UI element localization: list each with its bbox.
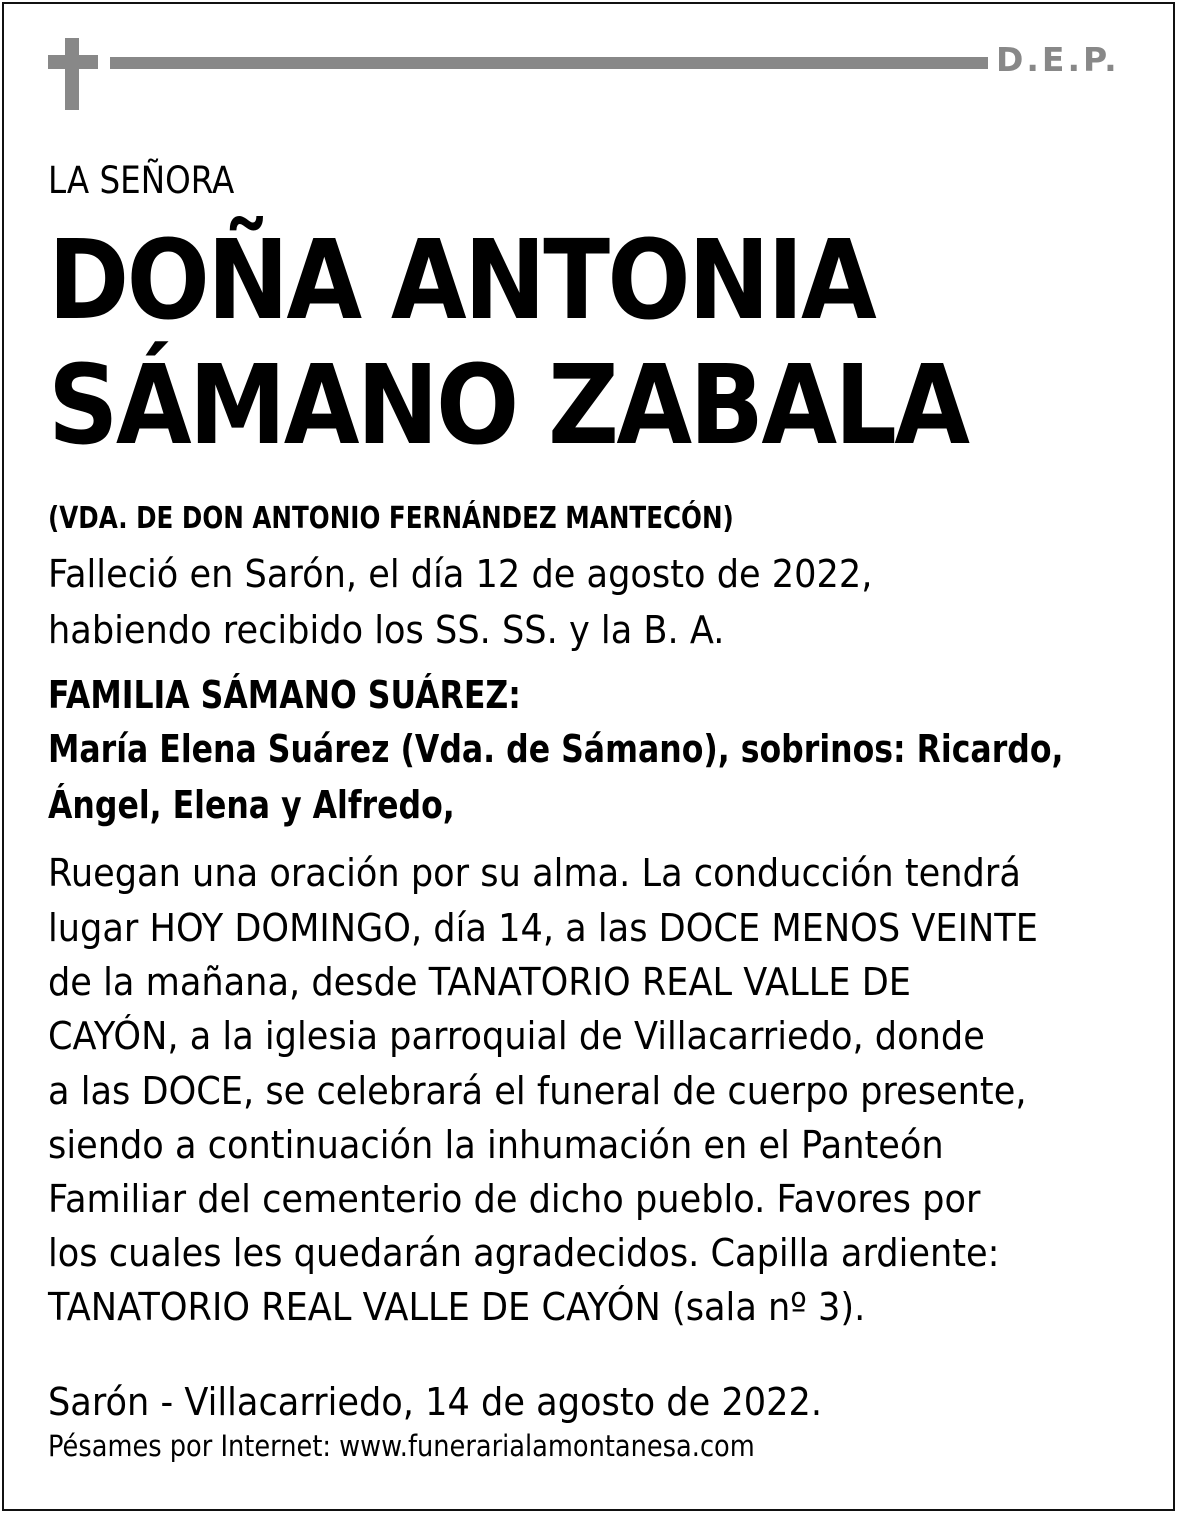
- announcement-line: a las DOCE, se celebrará el funeral de cuerpo presente,: [48, 1069, 1027, 1113]
- dep-label: D.E.P.: [996, 40, 1120, 79]
- family-heading: FAMILIA SÁMANO SUÁREZ:: [48, 673, 521, 717]
- family-line: María Elena Suárez (Vda. de Sámano), sobrinos: Ricardo,: [48, 727, 1064, 771]
- deceased-name-line-1: DOÑA ANTONIA: [48, 216, 875, 344]
- family-line: Ángel, Elena y Alfredo,: [48, 783, 455, 827]
- announcement-line: CAYÓN, a la iglesia parroquial de Villacarriedo, donde: [48, 1014, 985, 1058]
- death-notice-line: Falleció en Sarón, el día 12 de agosto de 2022,: [48, 552, 873, 596]
- place-date: Sarón - Villacarriedo, 14 de agosto de 2022.: [48, 1380, 823, 1424]
- death-notice-line: habiendo recibido los SS. SS. y la B. A.: [48, 608, 725, 652]
- announcement-line: Familiar del cementerio de dicho pueblo. Favores por: [48, 1177, 981, 1221]
- deceased-name-line-2: SÁMANO ZABALA: [48, 341, 968, 469]
- honorific: LA SEÑORA: [48, 159, 235, 202]
- announcement-line: de la mañana, desde TANATORIO REAL VALLE DE: [48, 960, 911, 1004]
- header-rule: [110, 57, 988, 69]
- announcement-line: lugar HOY DOMINGO, día 14, a las DOCE MENOS VEINTE: [48, 906, 1038, 950]
- condolences-link: Pésames por Internet: www.funerarialamontanesa.com: [48, 1429, 755, 1463]
- announcement-line: siendo a continuación la inhumación en el Panteón: [48, 1123, 944, 1167]
- announcement-line: Ruegan una oración por su alma. La conducción tendrá: [48, 851, 1021, 895]
- announcement-line: los cuales les quedarán agradecidos. Capilla ardiente:: [48, 1231, 1000, 1275]
- announcement-line: TANATORIO REAL VALLE DE CAYÓN (sala nº 3).: [48, 1285, 866, 1329]
- widow-note: (VDA. DE DON ANTONIO FERNÁNDEZ MANTECÓN): [48, 501, 734, 536]
